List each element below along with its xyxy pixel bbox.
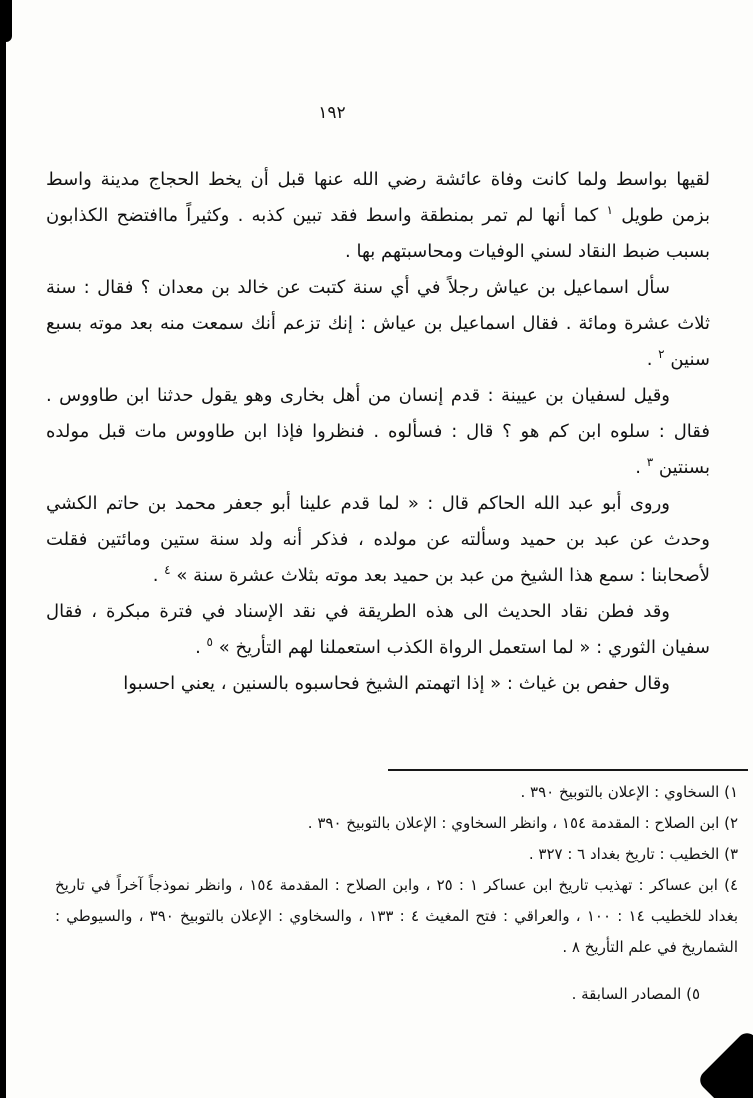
paragraph: وقال حفص بن غياث : « إذا اتهمتم الشيخ فحاسبوه بالسنين ، يعني احسبوا — [123, 673, 670, 694]
scan-corner-artifact-top-left — [0, 0, 12, 42]
paragraph: سأل اسماعيل بن عياش رجلاً في أي سنة كتبت عن خالد بن معدان ؟ فقال : سنة ثلاث عشرة ومائة . فقال اسماعيل بن عياش : إنك تزعم أنك سمعت منه بعد موته بسبع سنين $^٢$ . — [46, 277, 710, 370]
footnote: ٥) المصادر السابقة . — [571, 985, 700, 1003]
footnote: ٤) ابن عساكر : تهذيب تاريخ ابن عساكر ١ : ٢٥ ، وابن الصلاح : المقدمة ١٥٤ ، وانظر نموذجاً آخراً في تاريخ بغداد للخطيب ١٤ : ١٠٠ ، والعراقي : فتح المغيث ٤ : ١٣٣ ، والسخاوي : الإعلان بالتوبيخ ٣٩٠ ، والسيوطي : الشماريخ في علم التأريخ ٨ . — [55, 876, 738, 956]
footnote: ٢) ابن الصلاح : المقدمة ١٥٤ ، وانظر السخاوي : الإعلان بالتوبيخ ٣٩٠ . — [307, 814, 738, 832]
footnote: ٣) الخطيب : تاريخ بغداد ٦ : ٣٢٧ . — [528, 845, 738, 863]
footnote-separator-rule — [388, 769, 748, 771]
paragraph: وقيل لسفيان بن عيينة : قدم إنسان من أهل بخارى وهو يقول حدثنا ابن طاووس . فقال : سلوه ابن كم هو ؟ قال : فسألوه . فنظروا فإذا ابن طاووس مات قبل مولده بسنتين $^٣$ . — [46, 385, 710, 478]
footnote: ١) السخاوي : الإعلان بالتوبيخ ٣٩٠ . — [520, 783, 738, 801]
scan-corner-artifact-bottom-right — [696, 1029, 753, 1098]
paragraph: وقد فطن نقاد الحديث الى هذه الطريقة في نقد الإسناد في فترة مبكرة ، فقال سفيان الثوري : « لما استعمل الرواة الكذب استعملنا لهم التأريخ » $^٥$ . — [46, 601, 710, 658]
paragraph: وروى أبو عبد الله الحاكم قال : « لما قدم علينا أبو جعفر محمد بن حاتم الكشي وحدث عن عبد بن حميد وسألته عن مولده ، فذكر أنه ولد سنة ستين ومائتين فقلت لأصحابنا : سمع هذا الشيخ من عبد بن حميد بعد موته بثلاث عشرة سنة » $^٤$ . — [46, 493, 710, 586]
footnotes-block — [55, 777, 738, 1010]
body-text-block — [46, 162, 710, 702]
scan-edge-artifact-left — [0, 0, 6, 1098]
page-number: ١٩٢ — [318, 103, 346, 123]
paragraph: لقيها بواسط ولما كانت وفاة عائشة رضي الله عنها قبل أن يخط الحجاج مدينة واسط بزمن طويل $^١$ كما أنها لم تمر بمنطقة واسط فقد تبين كذبه . وكثيراً ماافتضح الكذابون بسبب ضبط النقاد لسني الوفيات ومحاسبتهم بها . — [46, 169, 710, 262]
